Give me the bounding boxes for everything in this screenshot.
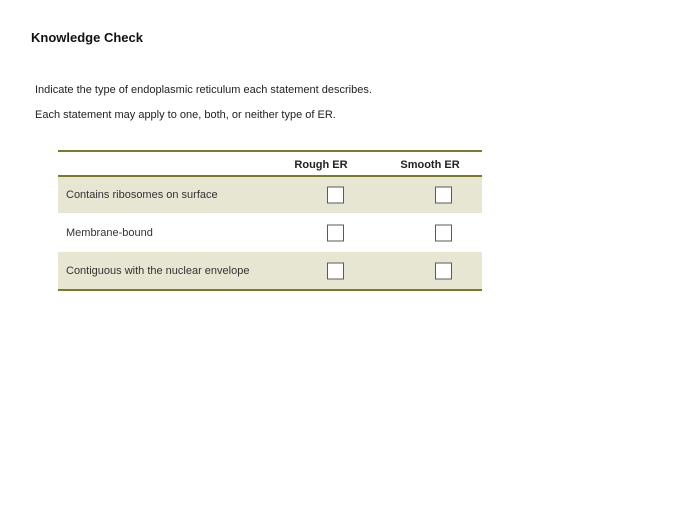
rough-er-checkbox[interactable] (327, 187, 344, 204)
table-row (58, 252, 482, 289)
statement-label: Contains ribosomes on surface (66, 189, 218, 201)
smooth-er-checkbox[interactable] (435, 224, 452, 241)
statement-label: Membrane-bound (66, 226, 153, 239)
instruction-line-1: Indicate the type of endoplasmic reticulum each statement describes. (35, 84, 372, 96)
rough-er-checkbox[interactable] (327, 262, 344, 279)
rough-er-checkbox[interactable] (327, 224, 344, 241)
page-title: Knowledge Check (31, 30, 143, 45)
table-header-row (58, 152, 482, 177)
table-row (58, 213, 482, 252)
smooth-er-checkbox[interactable] (435, 262, 452, 279)
statement-label: Contiguous with the nuclear envelope (66, 264, 250, 277)
instruction-line-2: Each statement may apply to one, both, or neither type of ER. (35, 109, 336, 121)
er-classification-table (58, 150, 482, 291)
smooth-er-checkbox[interactable] (435, 187, 452, 204)
column-header-rough-er: Rough ER (294, 159, 348, 171)
column-header-smooth-er: Smooth ER (400, 159, 460, 171)
table-row (58, 177, 482, 213)
